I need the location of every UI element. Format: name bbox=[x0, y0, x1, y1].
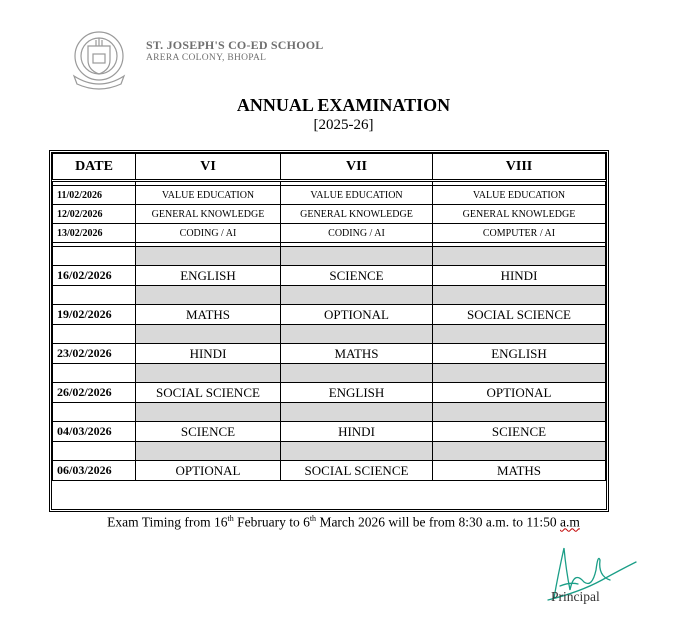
column-header-viii: VIII bbox=[433, 154, 606, 181]
table-row bbox=[53, 422, 606, 442]
exam-date: 12/02/2026 bbox=[53, 205, 136, 224]
holiday-row bbox=[53, 247, 606, 266]
principal-label: Principal bbox=[551, 589, 600, 604]
subject-viii: ENGLISH bbox=[433, 344, 606, 364]
subject-viii: GENERAL KNOWLEDGE bbox=[433, 205, 606, 224]
exam-date: 04/03/2026 bbox=[53, 422, 136, 442]
exam-timetable bbox=[49, 150, 609, 512]
subject-vii: CODING / AI bbox=[281, 224, 433, 243]
timing-prefix: Exam Timing from 16 bbox=[107, 514, 228, 530]
subject-vi: CODING / AI bbox=[136, 224, 281, 243]
subject-vii: MATHS bbox=[281, 344, 433, 364]
subject-vi: GENERAL KNOWLEDGE bbox=[136, 205, 281, 224]
subject-vii: ENGLISH bbox=[281, 383, 433, 403]
table-row bbox=[53, 186, 606, 205]
subject-viii: COMPUTER / AI bbox=[433, 224, 606, 243]
session-label: [2025-26] bbox=[313, 117, 374, 133]
subject-vi: VALUE EDUCATION bbox=[136, 186, 281, 205]
table-row bbox=[53, 266, 606, 286]
page-title: ANNUAL EXAMINATION bbox=[236, 95, 451, 115]
holiday-row bbox=[53, 403, 606, 422]
table-row bbox=[53, 224, 606, 243]
exam-timing-note bbox=[0, 514, 687, 531]
subject-vi: MATHS bbox=[136, 305, 281, 325]
subject-vii: SOCIAL SCIENCE bbox=[281, 461, 433, 481]
subject-viii: SOCIAL SCIENCE bbox=[433, 305, 606, 325]
exam-date: 13/02/2026 bbox=[53, 224, 136, 243]
timing-sup-1: th bbox=[227, 514, 234, 523]
exam-date: 23/02/2026 bbox=[53, 344, 136, 364]
subject-vii: OPTIONAL bbox=[281, 305, 433, 325]
timing-rest: March 2026 will be from 8:30 a.m. to 11:50 bbox=[316, 514, 561, 530]
subject-vii: VALUE EDUCATION bbox=[281, 186, 433, 205]
table-row bbox=[53, 344, 606, 364]
holiday-row bbox=[53, 442, 606, 461]
subject-vii: GENERAL KNOWLEDGE bbox=[281, 205, 433, 224]
subject-viii: SCIENCE bbox=[433, 422, 606, 442]
timing-last: a.m bbox=[560, 514, 580, 530]
table-row bbox=[53, 305, 606, 325]
table-row bbox=[53, 205, 606, 224]
exam-date: 06/03/2026 bbox=[53, 461, 136, 481]
school-crest-icon bbox=[70, 28, 128, 92]
timing-mid: February to 6 bbox=[233, 514, 310, 530]
subject-vi: ENGLISH bbox=[136, 266, 281, 286]
column-header-vi: VI bbox=[136, 154, 281, 181]
holiday-row bbox=[53, 286, 606, 305]
subject-viii: VALUE EDUCATION bbox=[433, 186, 606, 205]
school-name: ST. JOSEPH'S CO-ED SCHOOL bbox=[146, 38, 324, 52]
exam-date: 26/02/2026 bbox=[53, 383, 136, 403]
exam-date: 19/02/2026 bbox=[53, 305, 136, 325]
subject-viii: OPTIONAL bbox=[433, 383, 606, 403]
column-header-date: DATE bbox=[53, 154, 136, 181]
holiday-row bbox=[53, 325, 606, 344]
subject-vi: SCIENCE bbox=[136, 422, 281, 442]
holiday-row bbox=[53, 364, 606, 383]
subject-vi: OPTIONAL bbox=[136, 461, 281, 481]
subject-vi: HINDI bbox=[136, 344, 281, 364]
subject-viii: HINDI bbox=[433, 266, 606, 286]
exam-date: 16/02/2026 bbox=[53, 266, 136, 286]
table-header bbox=[53, 154, 606, 181]
school-address: ARERA COLONY, BHOPAL bbox=[146, 53, 267, 63]
timing-sup-2: th bbox=[309, 514, 317, 523]
table-row bbox=[53, 383, 606, 403]
subject-vii: SCIENCE bbox=[281, 266, 433, 286]
subject-vii: HINDI bbox=[281, 422, 433, 442]
column-header-vii: VII bbox=[281, 154, 433, 181]
subject-vi: SOCIAL SCIENCE bbox=[136, 383, 281, 403]
table-row bbox=[53, 461, 606, 481]
exam-date: 11/02/2026 bbox=[53, 186, 136, 205]
subject-viii: MATHS bbox=[433, 461, 606, 481]
